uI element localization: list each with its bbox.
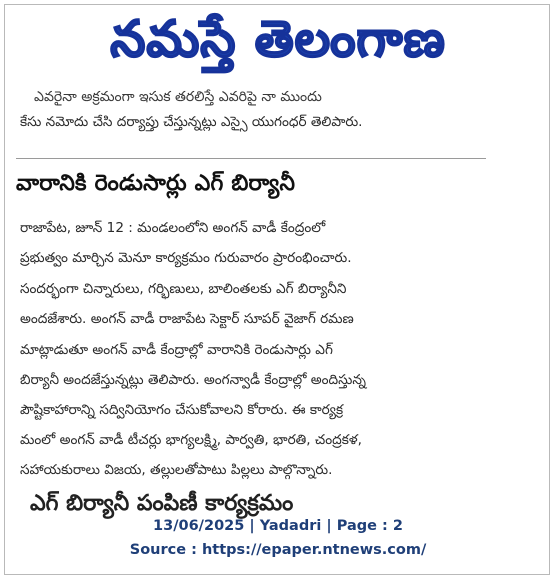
divider	[16, 158, 486, 159]
body-line: ప్రభుత్వం మార్చిన మెనూ కార్యక్రమం గురువారం ప్రారంభించారు.	[20, 250, 352, 266]
cut-off-text-top: ఎవరైనా అక్రమంగా ఇసుక తరలిస్తే ఎవరిపై నా ముందు	[34, 89, 322, 105]
body-line: సహాయకురాలు విజయ, తల్లులతోపాటు పిల్లలు పాల్గొన్నారు.	[20, 462, 333, 478]
body-line: బిర్యానీ అందజేస్తున్నట్లు తెలిపారు. అంగన్వాడీ కేంద్రాల్లో అందిస్తున్న	[20, 372, 366, 388]
previous-article-tail: కేసు నమోదు చేసి దర్యాప్తు చేస్తున్నట్లు ఎస్సై యుగంధర్ తెలిపారు.	[20, 114, 363, 130]
newspaper-logo: నమస్తే తెలంగాణ	[110, 10, 446, 68]
body-line: మంలో అంగన్ వాడీ టీచర్లు భాగ్యలక్ష్మి, పార్వతి, భారతి, చంద్రకళ,	[20, 432, 362, 448]
source-link[interactable]: Source : https://epaper.ntnews.com/	[129, 542, 427, 558]
body-line: పౌష్టికాహారాన్ని సద్వినియోగం చేసుకోవాలని కోరారు. ఈ కార్యక్ర	[20, 402, 344, 418]
article-headline: వారానికి రెండుసార్లు ఎగ్ బిర్యానీ	[16, 171, 296, 196]
edition-info: 13/06/2025 | Yadadri | Page : 2	[153, 518, 403, 534]
body-line: అందజేశారు. అంగన్ వాడీ రాజాపేట సెక్టార్ సూపర్ వైజాగ్ రమణ	[20, 311, 354, 327]
news-clipping	[10, 88, 486, 516]
masthead	[0, 0, 556, 78]
body-line: సందర్భంగా చిన్నారులు, గర్భిణులు, బాలింతలకు ఎగ్ బిర్యానీని	[20, 281, 347, 297]
cut-off-text-bottom: ఎగ్ బిర్యానీ పంపిణీ కార్యక్రమం	[30, 491, 294, 516]
body-line: రాజాపేట, జూన్ 12 : మండలంలోని అంగన్ వాడీ కేంద్రంలో	[20, 220, 326, 236]
body-line: మాట్లాడుతూ అంగన్ వాడీ కేంద్రాల్లో వారానికి రెండుసార్లు ఎగ్	[20, 342, 333, 358]
